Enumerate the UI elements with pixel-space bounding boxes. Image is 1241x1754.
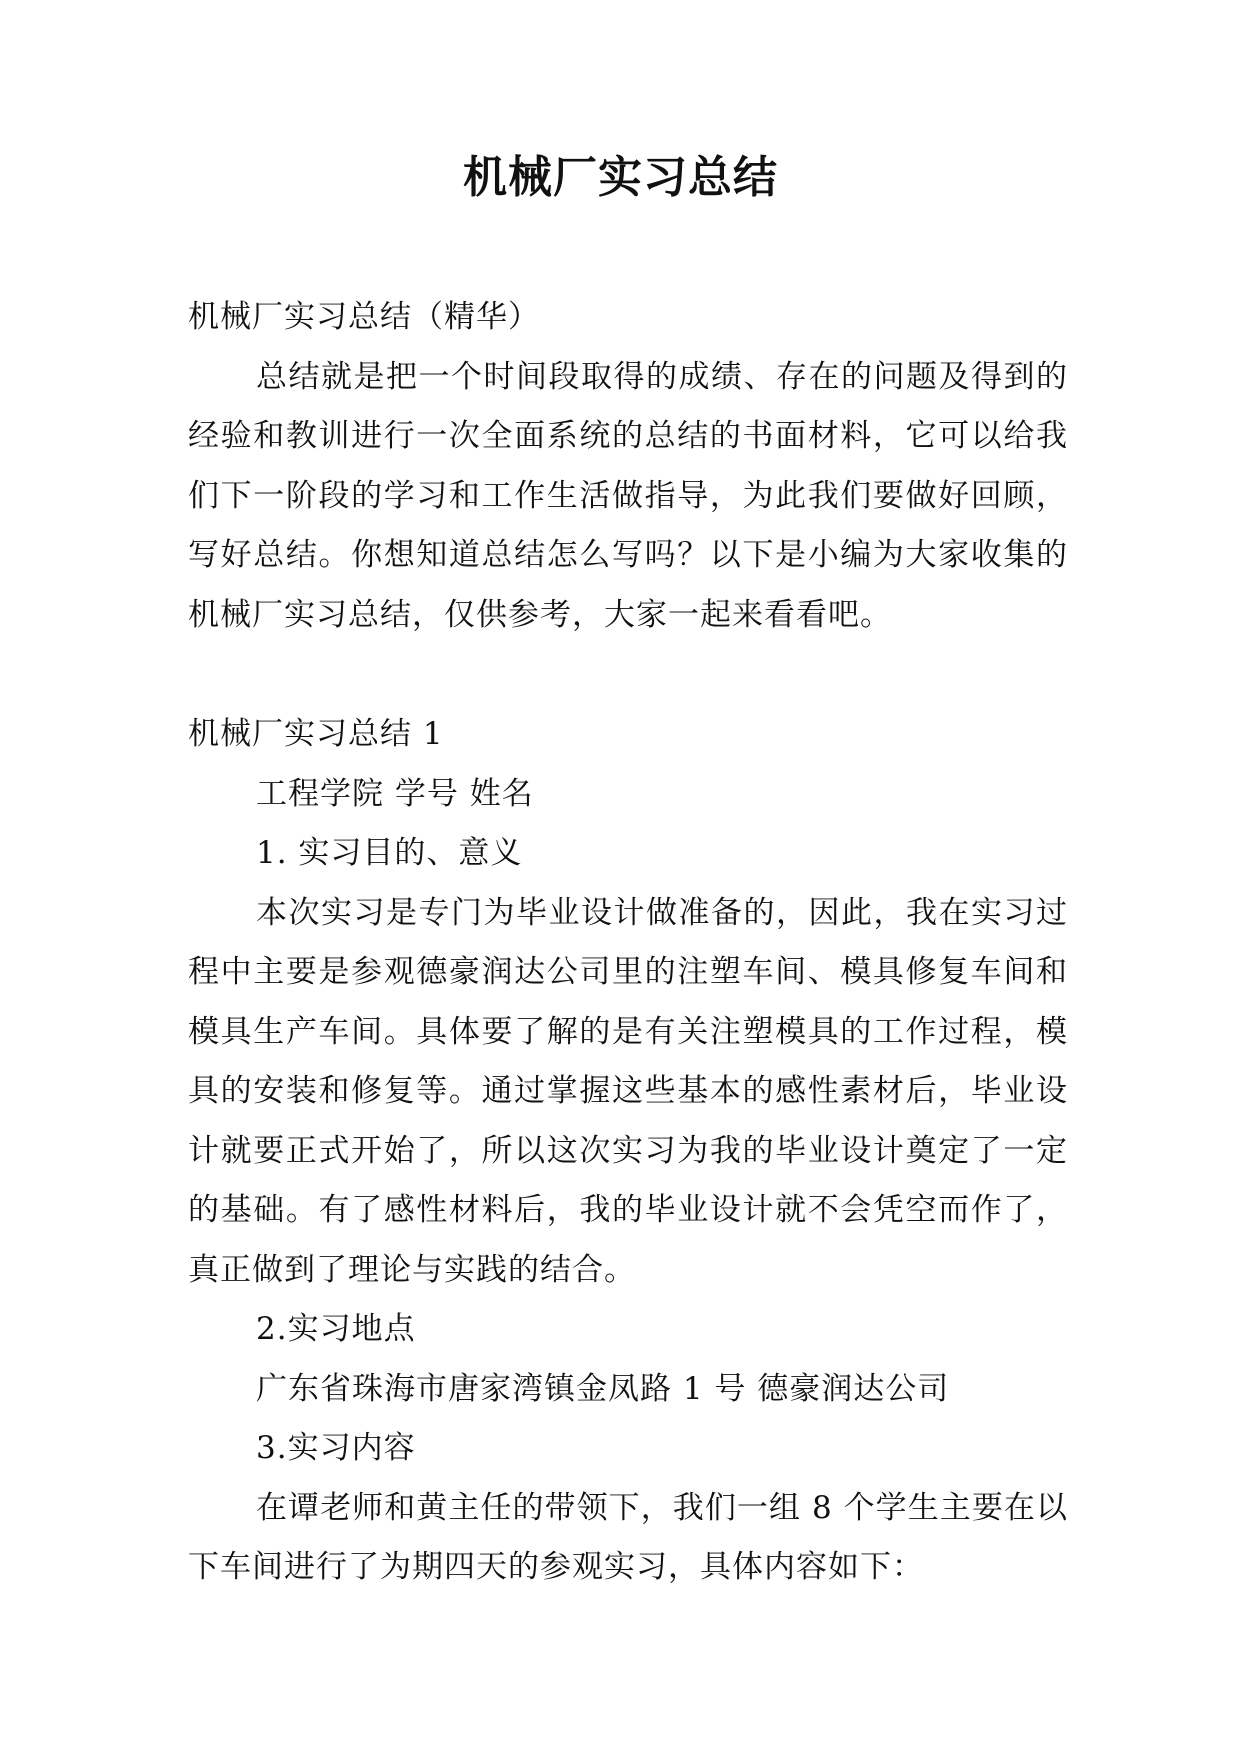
author-line: 工程学院 学号 姓名 xyxy=(256,775,534,812)
document-title: 机械厂实习总结 xyxy=(463,152,778,203)
section-spacer xyxy=(188,645,1068,705)
item1-paragraph: 本次实习是专门为毕业设计做准备的，因此，我在实习过程中主要是参观德豪润达公司里的注塑车间、模具修复车间和模具生产车间。具体要了解的是有关注塑模具的工作过程，模具的安装和修复等。通过掌握这些基本的感性素材后，毕业设计就要正式开始了，所以这次实习为我的毕业设计奠定了一定的基础。有了感性材料后，我的毕业设计就不会凭空而作了，真正做到了理论与实践的结合。 xyxy=(188,894,1068,1288)
item2-heading: 2.实习地点 xyxy=(256,1311,416,1347)
item3-heading: 3.实习内容 xyxy=(256,1430,416,1466)
document-body xyxy=(188,288,1068,1598)
item2-text: 广东省珠海市唐家湾镇金凤路 1 号 德豪润达公司 xyxy=(256,1370,950,1407)
intro-paragraph: 总结就是把一个时间段取得的成绩、存在的问题及得到的经验和教训进行一次全面系统的总结的书面材料，它可以给我们下一阶段的学习和工作生活做指导，为此我们要做好回顾，写好总结。你想知道总结怎么写吗？以下是小编为大家收集的机械厂实习总结，仅供参考，大家一起来看看吧。 xyxy=(188,358,1068,633)
item3-paragraph: 在谭老师和黄主任的带领下，我们一组 8 个学生主要在以下车间进行了为期四天的参观实习，具体内容如下： xyxy=(188,1489,1068,1585)
document-subtitle: 机械厂实习总结（精华） xyxy=(188,299,540,335)
section-heading: 机械厂实习总结 1 xyxy=(188,716,444,752)
item1-heading: 1. 实习目的、意义 xyxy=(256,835,523,871)
